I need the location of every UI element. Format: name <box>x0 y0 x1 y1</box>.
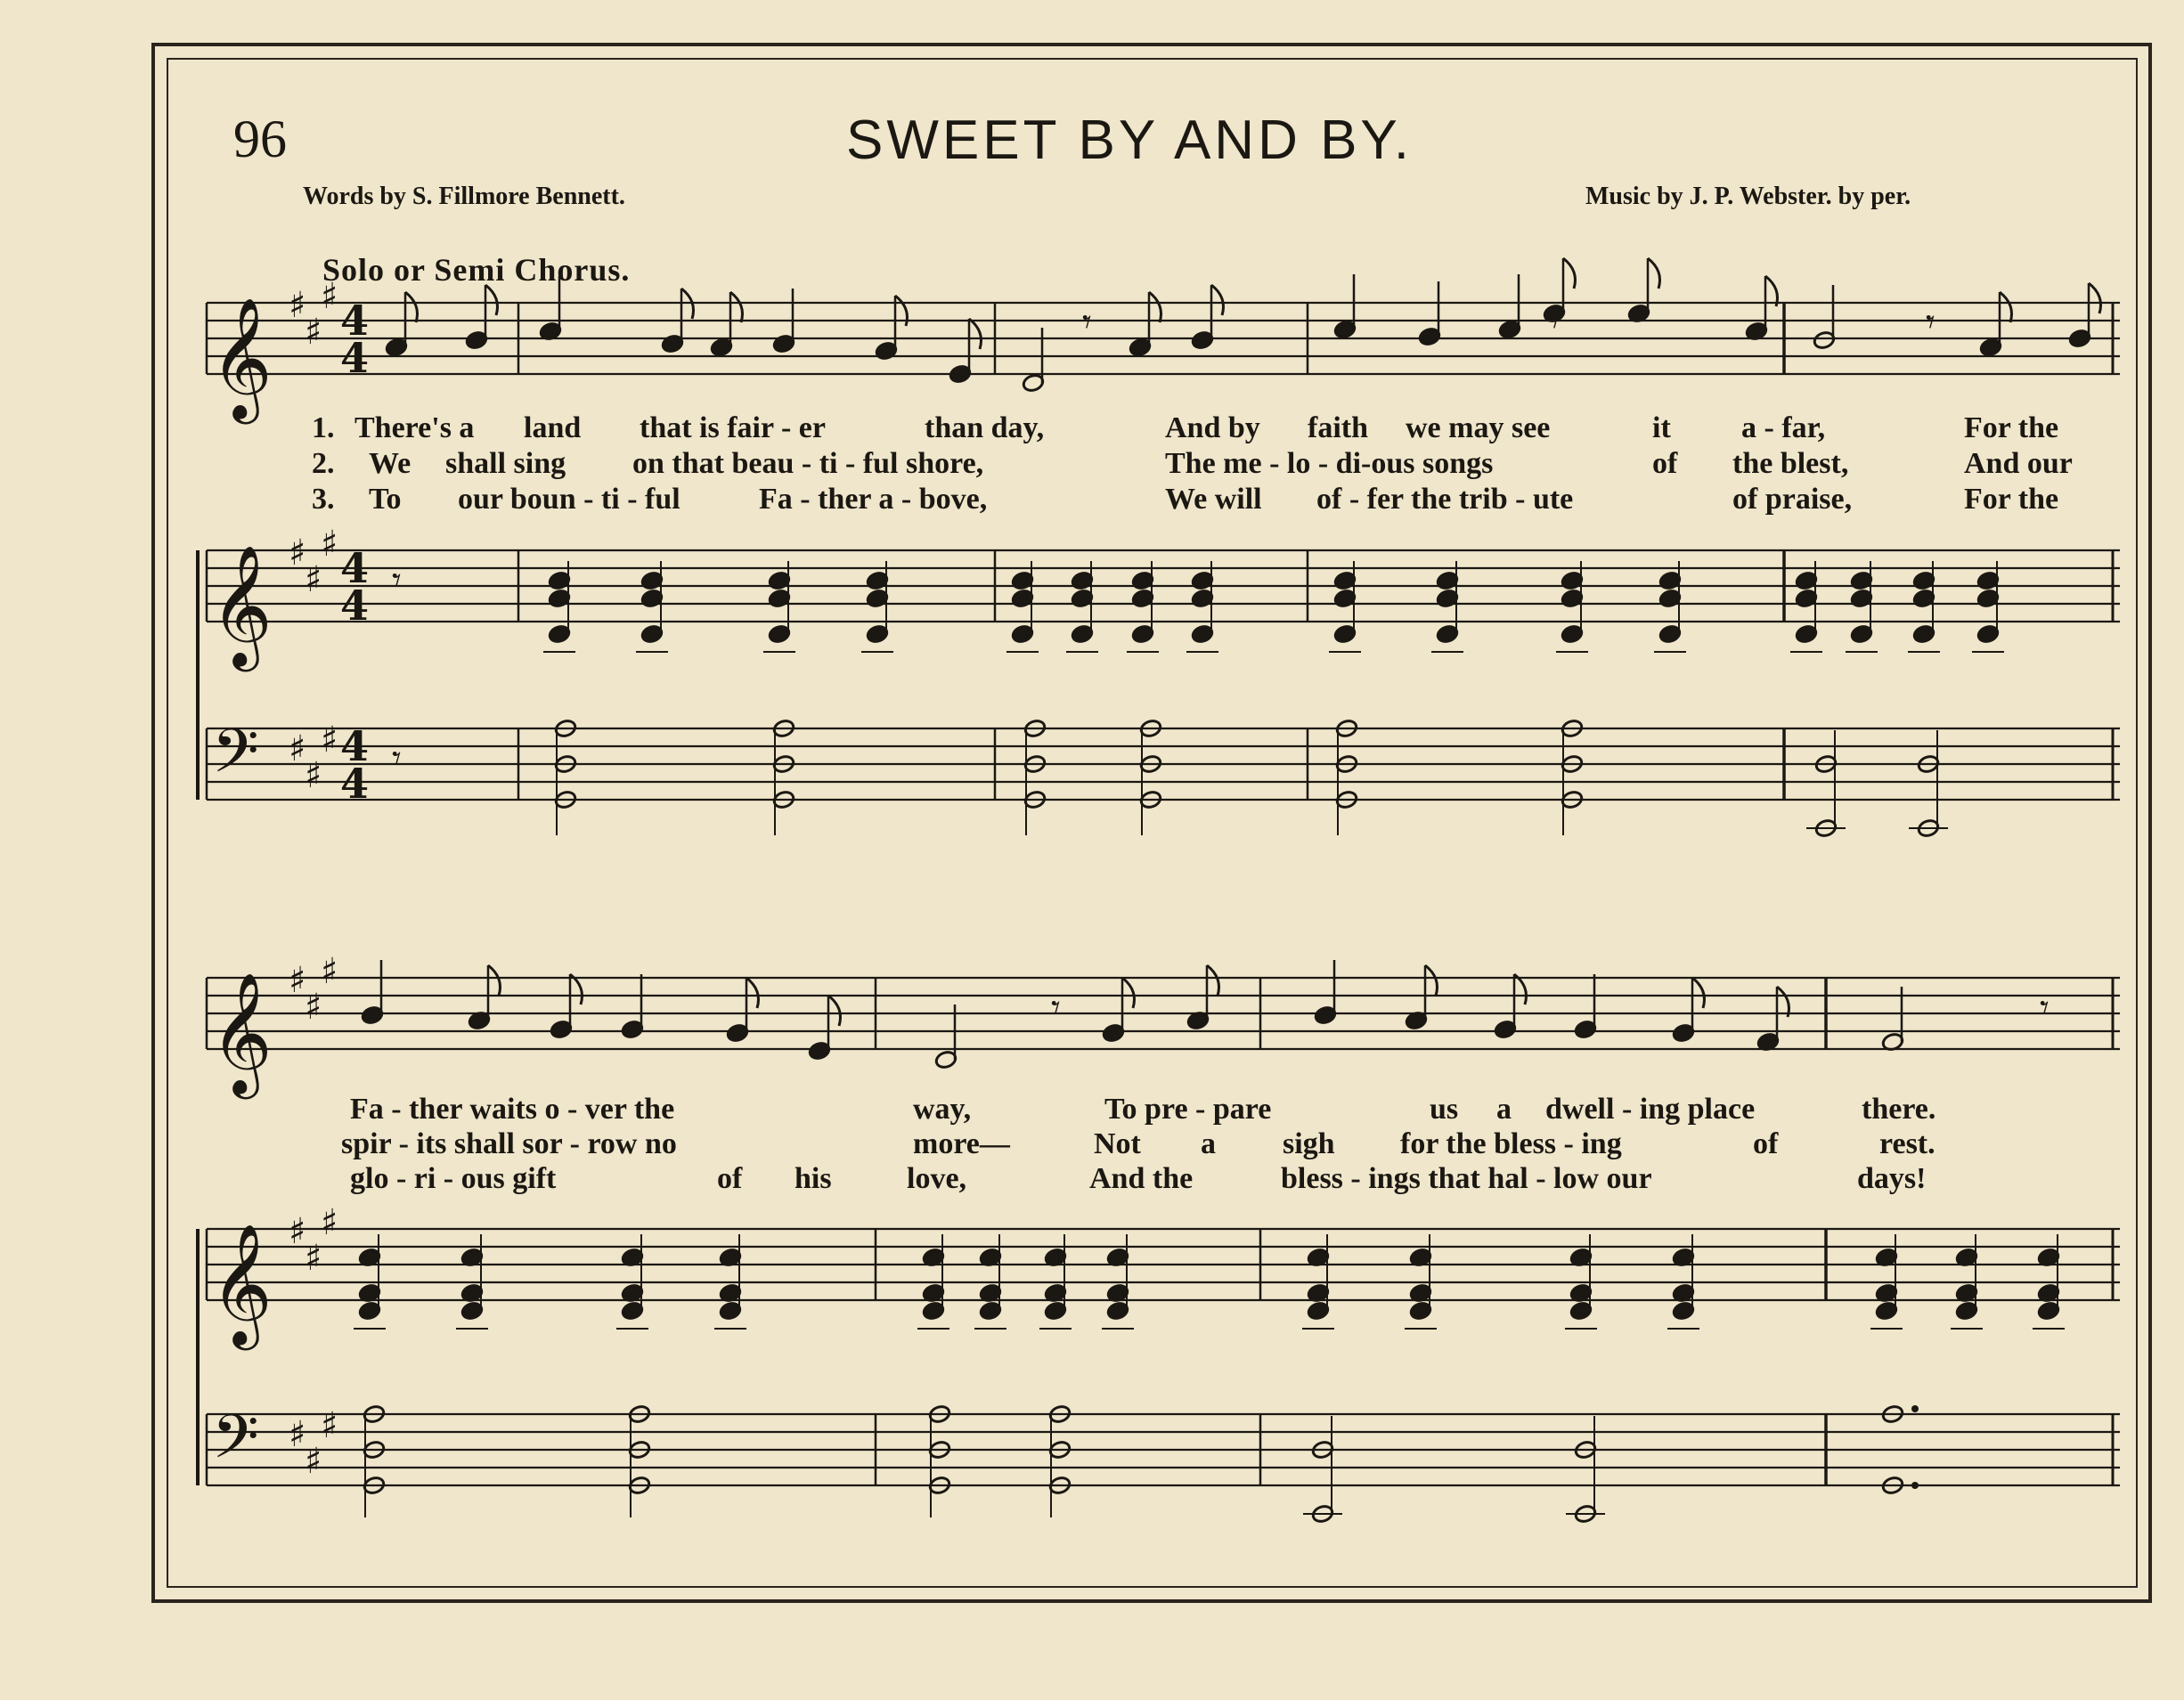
lyric-syllable: rest. <box>1879 1127 1935 1160</box>
lyric-syllable: of - fer the trib - ute <box>1316 483 1574 516</box>
lyric-syllable: spir - its shall sor - row no <box>341 1127 677 1160</box>
sharp-sign-icon: ♯ <box>321 951 338 992</box>
lyric-syllable: than day, <box>925 411 1045 444</box>
note-flag <box>1425 965 1438 996</box>
lyric-syllable: of praise, <box>1732 483 1853 516</box>
song-title: SWEET BY AND BY. <box>846 110 1414 171</box>
words-credit: Words by S. Fillmore Bennett. <box>303 183 625 210</box>
sharp-sign-icon: ♯ <box>305 312 322 353</box>
eighth-rest-icon: 𝄾 <box>1550 302 1560 343</box>
eighth-rest-icon: 𝄾 <box>1926 302 1935 343</box>
lyrics-verse-2 <box>0 447 2184 486</box>
sharp-sign-icon: ♯ <box>289 960 306 1001</box>
section-label: Solo or Semi Chorus. <box>322 252 631 288</box>
time-signature-bottom: 4 <box>340 760 370 808</box>
lyric-syllable: And by <box>1165 411 1260 444</box>
sharp-sign-icon: ♯ <box>321 1202 338 1243</box>
sharp-sign-icon: ♯ <box>305 987 322 1028</box>
lyric-syllable: way, <box>913 1093 972 1126</box>
lyric-syllable: land <box>524 411 582 444</box>
note-flag <box>1149 292 1161 322</box>
note-flag <box>1207 965 1219 996</box>
eighth-rest-icon: 𝄾 <box>1051 988 1061 1029</box>
note-flag <box>746 978 759 1008</box>
lyric-syllable: faith <box>1308 411 1368 444</box>
lyric-syllable: that is fair - er <box>640 411 826 444</box>
sharp-sign-icon: ♯ <box>305 1238 322 1279</box>
lyrics-verse-2-continued <box>0 1127 2184 1167</box>
lyric-syllable: for the bless - ing <box>1400 1127 1622 1160</box>
treble-clef-icon: 𝄞 <box>210 543 273 666</box>
lyric-syllable: We will <box>1165 483 1262 516</box>
time-signature-bottom: 4 <box>340 334 370 382</box>
lyric-syllable: we may see <box>1406 411 1551 444</box>
lyric-syllable: For the <box>1964 483 2059 516</box>
eighth-rest-icon: 𝄾 <box>2040 988 2050 1029</box>
sharp-sign-icon: ♯ <box>289 1211 306 1252</box>
lyric-syllable: bless - ings that hal - low our <box>1281 1162 1652 1195</box>
lyric-syllable: a <box>1201 1127 1216 1160</box>
lyric-syllable: it <box>1652 411 1671 444</box>
time-signature-top: 4 <box>340 544 370 592</box>
note-flag <box>1563 258 1576 289</box>
lyric-syllable: There's a <box>354 411 475 444</box>
sharp-sign-icon: ♯ <box>305 755 322 796</box>
sharp-sign-icon: ♯ <box>289 285 306 326</box>
eighth-rest-icon: 𝄾 <box>392 560 402 601</box>
sharp-sign-icon: ♯ <box>321 720 338 761</box>
note-flag <box>1648 258 1660 289</box>
note-flag <box>2000 292 2012 322</box>
lyric-syllable: there. <box>1862 1093 1936 1126</box>
lyric-syllable: our boun - ti - ful <box>458 483 680 516</box>
note-flag <box>828 996 841 1026</box>
time-signature-top: 4 <box>340 722 370 770</box>
lyric-syllable: sigh <box>1283 1127 1335 1160</box>
lyric-syllable: a <box>1496 1093 1512 1126</box>
lyric-syllable: of <box>717 1162 743 1195</box>
lyric-syllable: on that beau - ti - ful shore, <box>632 447 984 480</box>
note-flag <box>2089 283 2101 313</box>
lyric-syllable: To pre - pare <box>1104 1093 1272 1126</box>
lyric-syllable: 2. <box>312 447 335 480</box>
music-credit: Music by J. P. Webster. by per. <box>1585 183 1911 210</box>
treble-clef-icon: 𝄞 <box>210 1222 273 1345</box>
page-number: 96 <box>233 110 287 168</box>
lyric-syllable: shall sing <box>445 447 566 480</box>
lyric-syllable: And our <box>1964 447 2073 480</box>
lyric-syllable: more— <box>913 1127 1010 1160</box>
lyric-syllable: We <box>369 447 412 480</box>
sharp-sign-icon: ♯ <box>321 1405 338 1446</box>
note-flag <box>1122 978 1135 1008</box>
lyric-syllable: Fa - ther a - bove, <box>759 483 988 516</box>
lyric-syllable: 1. <box>312 411 335 444</box>
time-signature-bottom: 4 <box>340 582 370 630</box>
lyric-syllable: glo - ri - ous gift <box>350 1162 557 1195</box>
dot-icon <box>1911 1482 1919 1489</box>
lyrics-verse-1 <box>0 411 2184 451</box>
note-flag <box>1211 285 1224 315</box>
sharp-sign-icon: ♯ <box>305 1441 322 1482</box>
treble-clef-icon: 𝄞 <box>210 296 273 419</box>
treble-clef-icon: 𝄞 <box>210 971 273 1094</box>
lyric-syllable: us <box>1430 1093 1459 1126</box>
note-flag <box>1692 978 1705 1008</box>
sharp-sign-icon: ♯ <box>289 1414 306 1455</box>
lyric-syllable: Not <box>1094 1127 1141 1160</box>
lyrics-verse-3 <box>0 483 2184 522</box>
lyrics-verse-1-continued <box>0 1093 2184 1132</box>
lyric-syllable: For the <box>1964 411 2059 444</box>
bass-clef-icon: 𝄢 <box>212 1403 259 1487</box>
lyric-syllable: days! <box>1857 1162 1927 1195</box>
sharp-sign-icon: ♯ <box>289 533 306 573</box>
lyric-syllable: dwell - ing place <box>1545 1093 1756 1126</box>
note-flag <box>730 292 743 322</box>
lyric-syllable: of <box>1753 1127 1779 1160</box>
bass-clef-icon: 𝄢 <box>212 717 259 801</box>
lyric-syllable: the blest, <box>1732 447 1849 480</box>
sharp-sign-icon: ♯ <box>321 524 338 565</box>
note-flag <box>485 285 498 315</box>
lyric-syllable: love, <box>907 1162 967 1195</box>
time-signature-top: 4 <box>340 297 370 345</box>
lyric-syllable: The me - lo - di-ous songs <box>1165 447 1494 480</box>
eighth-rest-icon: 𝄾 <box>1082 302 1092 343</box>
sharp-sign-icon: ♯ <box>289 728 306 769</box>
sharp-sign-icon: ♯ <box>321 276 338 317</box>
lyric-syllable: To <box>369 483 402 516</box>
note-flag <box>969 319 982 349</box>
lyric-syllable: his <box>795 1162 832 1195</box>
note-flag <box>488 965 501 996</box>
lyric-syllable: 3. <box>312 483 335 516</box>
eighth-rest-icon: 𝄾 <box>392 738 402 779</box>
lyric-syllable: a - far, <box>1741 411 1826 444</box>
lyrics-verse-3-continued <box>0 1162 2184 1201</box>
note-flag <box>405 292 418 322</box>
dot-icon <box>1911 1405 1919 1412</box>
sharp-sign-icon: ♯ <box>305 559 322 600</box>
lyric-syllable: of <box>1652 447 1678 480</box>
lyric-syllable: And the <box>1089 1162 1194 1195</box>
lyric-syllable: Fa - ther waits o - ver the <box>350 1093 675 1126</box>
